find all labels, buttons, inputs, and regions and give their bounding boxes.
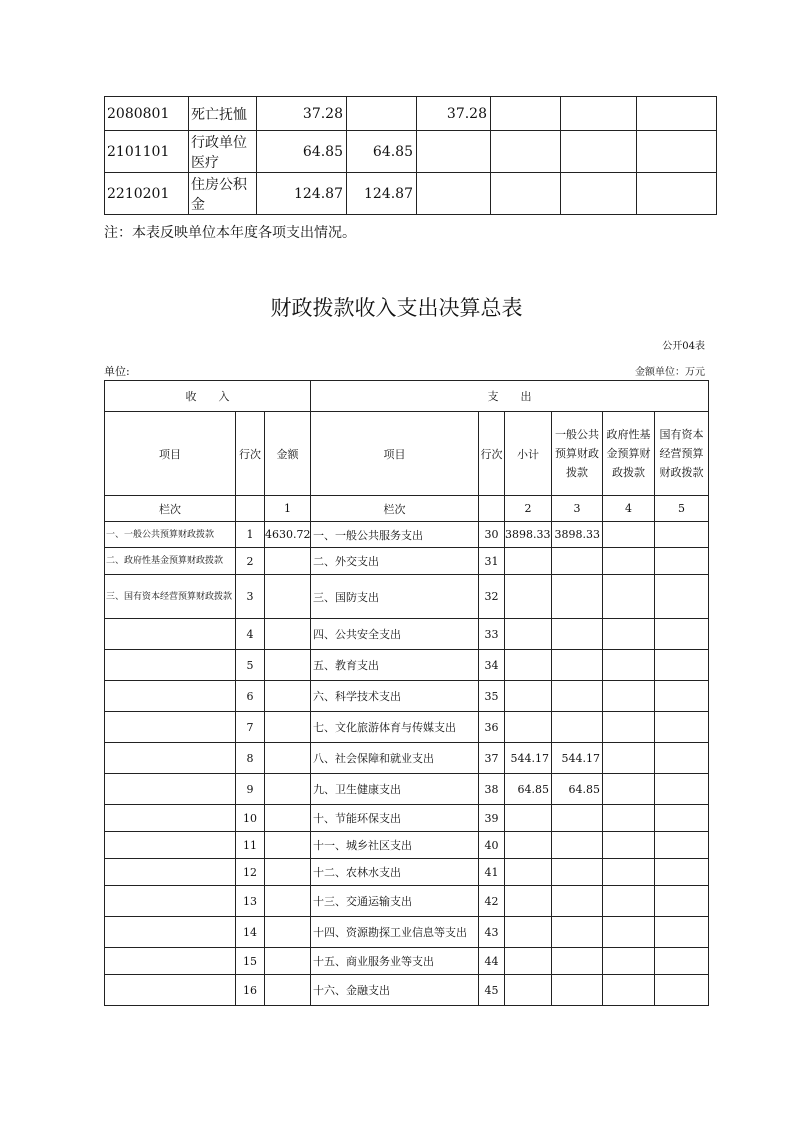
income-row-number: 3 [236,575,265,619]
general-budget-amount [552,681,603,712]
col-subtotal: 小计 [505,412,552,496]
income-row-number: 5 [236,650,265,681]
income-amount [265,548,311,575]
table-row [105,522,709,548]
state-capital-amount [655,650,709,681]
subtotal-amount [505,859,552,886]
expense-item: 十二、农林水支出 [311,859,479,886]
total-amount: 64.85 [257,131,347,173]
function-code: 2080801 [105,97,189,131]
gov-fund-amount [603,805,655,832]
income-amount [265,743,311,774]
subtotal-amount [505,619,552,650]
income-item [105,805,236,832]
subtotal-amount [505,832,552,859]
income-amount: 4630.72 [265,522,311,548]
expense-item: 十三、交通运输支出 [311,886,479,917]
expense-row-number: 42 [479,886,505,917]
subtotal-amount [505,548,552,575]
expenditure-detail-table [104,96,717,215]
unit-label: 单位: [104,365,130,378]
income-item [105,743,236,774]
general-budget-amount: 64.85 [552,774,603,805]
empty-cell [479,496,505,522]
subtotal-amount [505,650,552,681]
income-amount [265,712,311,743]
general-budget-amount [552,917,603,948]
gov-fund-amount [603,774,655,805]
general-budget-amount [552,575,603,619]
expense-row-number: 32 [479,575,505,619]
income-item [105,681,236,712]
expense-item: 十四、资源勘探工业信息等支出 [311,917,479,948]
income-header: 收 入 [105,381,311,412]
expense-item: 四、公共安全支出 [311,619,479,650]
gov-fund-amount [603,522,655,548]
expense-row-number: 30 [479,522,505,548]
money-unit-label: 金额单位：万元 [635,367,705,378]
income-amount [265,948,311,975]
state-capital-amount [655,975,709,1006]
function-code: 2101101 [105,131,189,173]
expense-row-number: 34 [479,650,505,681]
state-capital-amount [655,774,709,805]
income-item: 二、政府性基金预算财政拨款 [105,548,236,575]
expense-item: 三、国防支出 [311,575,479,619]
income-row-number: 13 [236,886,265,917]
income-item [105,975,236,1006]
gov-fund-amount [603,681,655,712]
table-note: 注：本表反映单位本年度各项支出情况。 [104,225,356,241]
income-amount [265,774,311,805]
empty-cell [637,173,717,215]
gov-fund-amount [603,548,655,575]
subtotal-amount: 3898.33 [505,522,552,548]
income-item [105,917,236,948]
empty-cell [491,97,561,131]
state-capital-amount [655,712,709,743]
empty-cell [491,173,561,215]
basic-amount [347,97,417,131]
subtotal-amount: 544.17 [505,743,552,774]
subtotal-amount [505,712,552,743]
gov-fund-amount [603,712,655,743]
gov-fund-amount [603,743,655,774]
subtotal-amount [505,805,552,832]
income-amount [265,917,311,948]
income-row-number: 6 [236,681,265,712]
income-item: 三、国有资本经营预算财政拨款 [105,575,236,619]
expense-row-number: 39 [479,805,505,832]
income-row-number: 15 [236,948,265,975]
total-amount: 124.87 [257,173,347,215]
income-row-number: 14 [236,917,265,948]
income-item [105,712,236,743]
income-amount [265,859,311,886]
table-row [105,650,709,681]
general-budget-amount [552,619,603,650]
general-budget-amount [552,650,603,681]
expense-header: 支 出 [311,381,709,412]
column-header-row [105,412,709,496]
income-amount [265,805,311,832]
gov-fund-amount [603,917,655,948]
income-item: 一、一般公共预算财政拨款 [105,522,236,548]
basic-amount: 64.85 [347,131,417,173]
table-row [105,805,709,832]
expense-item: 八、社会保障和就业支出 [311,743,479,774]
income-amount [265,575,311,619]
state-capital-amount [655,619,709,650]
income-index-label: 栏次 [105,496,236,522]
empty-cell [236,496,265,522]
gov-fund-amount [603,650,655,681]
state-capital-amount [655,859,709,886]
empty-cell [561,97,637,131]
function-code: 2210201 [105,173,189,215]
gov-fund-amount [603,886,655,917]
state-capital-amount [655,548,709,575]
gov-fund-index: 4 [603,496,655,522]
table-row [105,774,709,805]
empty-cell [561,173,637,215]
project-amount [417,173,491,215]
state-capital-amount [655,805,709,832]
general-budget-amount: 3898.33 [552,522,603,548]
table-row [105,712,709,743]
empty-cell [637,97,717,131]
section-header-row [105,381,709,412]
income-row-number: 16 [236,975,265,1006]
col-income-amount: 金额 [265,412,311,496]
state-capital-amount [655,917,709,948]
income-row-number: 1 [236,522,265,548]
col-income-row: 行次 [236,412,265,496]
page-title: 财政拨款收入支出决算总表 [270,296,523,320]
income-amount-index: 1 [265,496,311,522]
expense-row-number: 45 [479,975,505,1006]
income-item [105,650,236,681]
total-amount: 37.28 [257,97,347,131]
table-row [105,575,709,619]
income-item [105,859,236,886]
expense-item: 十、节能环保支出 [311,805,479,832]
table-row [105,743,709,774]
expense-row-number: 38 [479,774,505,805]
expense-row-number: 35 [479,681,505,712]
income-row-number: 10 [236,805,265,832]
col-expense-row: 行次 [479,412,505,496]
income-row-number: 4 [236,619,265,650]
income-amount [265,886,311,917]
expense-row-number: 37 [479,743,505,774]
expense-item: 一、一般公共服务支出 [311,522,479,548]
gov-fund-amount [603,859,655,886]
expense-item: 二、外交支出 [311,548,479,575]
expense-item: 五、教育支出 [311,650,479,681]
table-row [105,975,709,1006]
gov-fund-amount [603,975,655,1006]
table-row [105,97,717,131]
table-row [105,173,717,215]
income-row-number: 8 [236,743,265,774]
subtotal-amount [505,917,552,948]
general-budget-amount [552,886,603,917]
income-item [105,948,236,975]
table-row [105,948,709,975]
expense-row-number: 33 [479,619,505,650]
income-row-number: 9 [236,774,265,805]
empty-cell [637,131,717,173]
table-row [105,619,709,650]
expense-item: 十六、金融支出 [311,975,479,1006]
function-name: 死亡抚恤 [189,97,257,131]
state-capital-index: 5 [655,496,709,522]
income-item [105,832,236,859]
income-amount [265,681,311,712]
general-budget-amount: 544.17 [552,743,603,774]
gov-fund-amount [603,619,655,650]
empty-cell [561,131,637,173]
income-amount [265,832,311,859]
general-budget-amount [552,548,603,575]
col-expense-item: 项目 [311,412,479,496]
project-amount [417,131,491,173]
income-row-number: 7 [236,712,265,743]
expense-item: 十一、城乡社区支出 [311,832,479,859]
form-number: 公开04表 [662,341,705,352]
column-index-row [105,496,709,522]
income-amount [265,975,311,1006]
income-amount [265,650,311,681]
project-amount: 37.28 [417,97,491,131]
state-capital-amount [655,832,709,859]
income-row-number: 12 [236,859,265,886]
subtotal-amount: 64.85 [505,774,552,805]
function-name: 行政单位医疗 [189,131,257,173]
table-row [105,131,717,173]
income-amount [265,619,311,650]
expense-row-number: 31 [479,548,505,575]
table-row [105,548,709,575]
general-budget-amount [552,712,603,743]
expense-item: 九、卫生健康支出 [311,774,479,805]
income-row-number: 11 [236,832,265,859]
general-index: 3 [552,496,603,522]
general-budget-amount [552,859,603,886]
subtotal-amount [505,948,552,975]
income-item [105,619,236,650]
general-budget-amount [552,805,603,832]
subtotal-index: 2 [505,496,552,522]
table-row [105,681,709,712]
income-row-number: 2 [236,548,265,575]
col-income-item: 项目 [105,412,236,496]
general-budget-amount [552,948,603,975]
table-row [105,832,709,859]
expense-item: 十五、商业服务业等支出 [311,948,479,975]
expense-row-number: 44 [479,948,505,975]
table-row [105,859,709,886]
general-budget-amount [552,832,603,859]
subtotal-amount [505,886,552,917]
col-gov-fund-budget: 政府性基金预算财政拨款 [603,412,655,496]
col-state-capital-budget: 国有资本经营预算财政拨款 [655,412,709,496]
expense-index-label: 栏次 [311,496,479,522]
state-capital-amount [655,743,709,774]
state-capital-amount [655,522,709,548]
gov-fund-amount [603,575,655,619]
subtotal-amount [505,681,552,712]
expense-row-number: 43 [479,917,505,948]
table-row [105,917,709,948]
state-capital-amount [655,575,709,619]
subtotal-amount [505,975,552,1006]
state-capital-amount [655,681,709,712]
subtotal-amount [505,575,552,619]
state-capital-amount [655,886,709,917]
col-general-budget: 一般公共预算财政拨款 [552,412,603,496]
empty-cell [491,131,561,173]
income-item [105,886,236,917]
fiscal-summary-table [104,380,709,1006]
expense-row-number: 36 [479,712,505,743]
expense-row-number: 41 [479,859,505,886]
function-name: 住房公积金 [189,173,257,215]
expense-row-number: 40 [479,832,505,859]
gov-fund-amount [603,948,655,975]
basic-amount: 124.87 [347,173,417,215]
income-item [105,774,236,805]
table-row [105,886,709,917]
expense-item: 六、科学技术支出 [311,681,479,712]
expense-item: 七、文化旅游体育与传媒支出 [311,712,479,743]
state-capital-amount [655,948,709,975]
general-budget-amount [552,975,603,1006]
gov-fund-amount [603,832,655,859]
